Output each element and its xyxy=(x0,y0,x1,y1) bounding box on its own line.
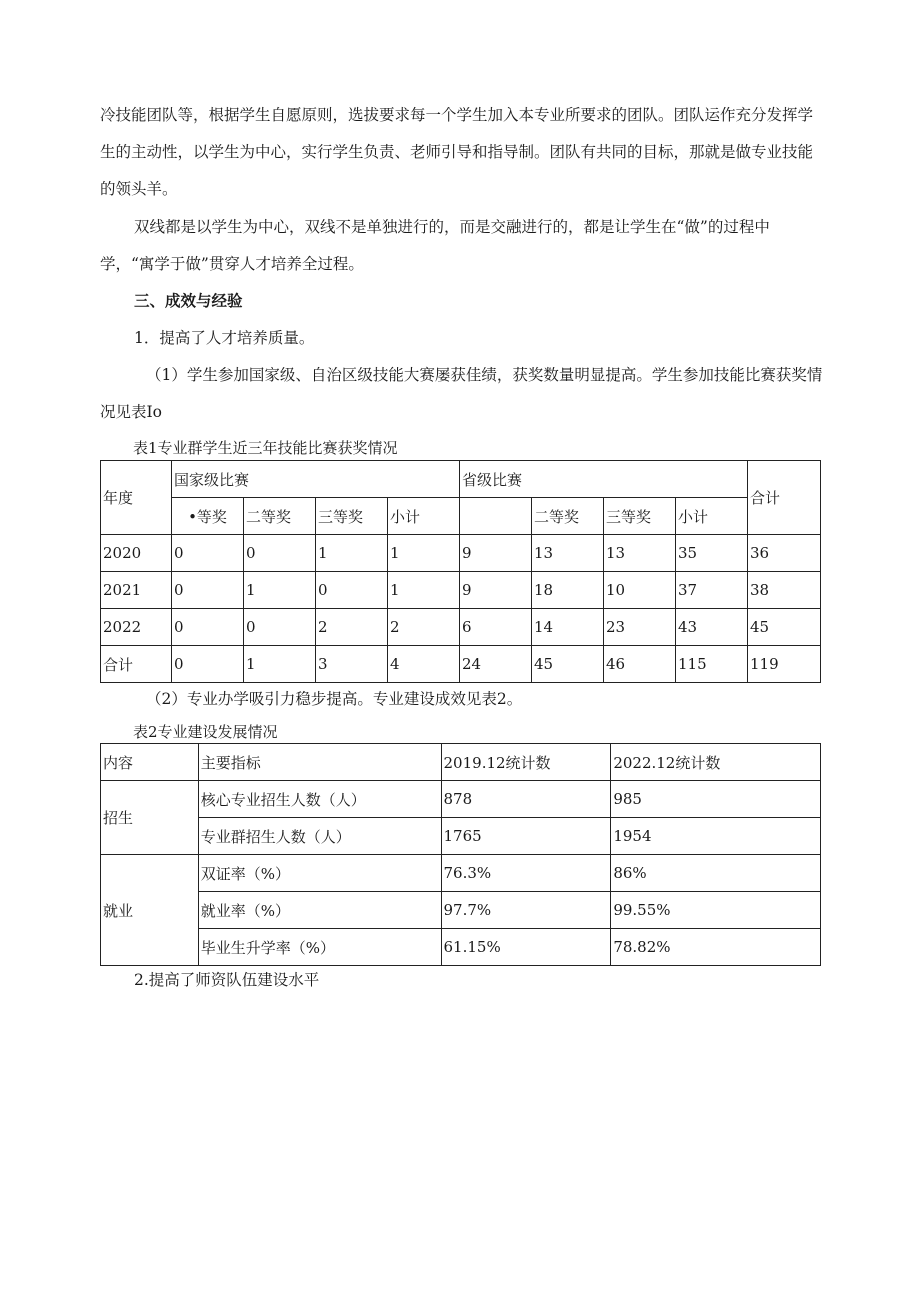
provincial-second-prize: 二等奖 xyxy=(532,498,604,535)
header-provincial: 省级比赛 xyxy=(460,461,748,498)
table-cell: 35 xyxy=(676,535,748,572)
table-cell: 2020 xyxy=(101,535,172,572)
provincial-third-prize: 三等奖 xyxy=(604,498,676,535)
table-cell: 合计 xyxy=(101,646,172,683)
paragraph-teams: 冷技能团队等，根据学生自愿原则，选拔要求每一个学生加入本专业所要求的团队。团队运作充分发挥学生的主动性，以学生为中心，实行学生负责、老师引导和指导制。团队有共同的目标，那就是做专业技能的领头羊。 xyxy=(100,106,814,198)
national-first-prize: •等奖 xyxy=(172,498,244,535)
table-row xyxy=(101,609,821,646)
table-cell: 18 xyxy=(532,572,604,609)
table-cell: 45 xyxy=(748,609,821,646)
table-cell: 14 xyxy=(532,609,604,646)
table-cell: 0 xyxy=(172,609,244,646)
table-row xyxy=(101,646,821,683)
table-cell: 4 xyxy=(388,646,460,683)
table-row xyxy=(101,535,821,572)
table-cell: 2022 xyxy=(101,609,172,646)
competition-awards-table xyxy=(100,460,821,683)
table-cell: 1 xyxy=(316,535,388,572)
paragraph-dual-track: 双线都是以学生为中心，双线不是单独进行的，而是交融进行的，都是让学生在“做”的过程中学，“寓学于做”贯穿人才培养全过程。 xyxy=(100,218,770,273)
table-cell: 0 xyxy=(172,535,244,572)
table-cell: 核心专业招生人数（人） xyxy=(198,781,441,818)
provincial-first-prize xyxy=(460,498,532,535)
table-cell: 37 xyxy=(676,572,748,609)
table-cell: 24 xyxy=(460,646,532,683)
table-cell: 38 xyxy=(748,572,821,609)
table-cell: 0 xyxy=(172,646,244,683)
table-cell: 2021 xyxy=(101,572,172,609)
national-third-prize: 三等奖 xyxy=(316,498,388,535)
table-cell: 3 xyxy=(316,646,388,683)
table-cell: 9 xyxy=(460,535,532,572)
table1-caption: 表1专业群学生近三年技能比赛获奖情况 xyxy=(133,439,398,457)
table-cell: 115 xyxy=(676,646,748,683)
table-cell: 2 xyxy=(316,609,388,646)
table-cell: 1 xyxy=(388,572,460,609)
table-cell: 9 xyxy=(460,572,532,609)
table-row xyxy=(101,818,821,855)
item-competitions: （1）学生参加国家级、自治区级技能大赛屡获佳绩，获奖数量明显提高。学生参加技能比赛获奖情况见表Io xyxy=(100,366,823,421)
table-cell: 878 xyxy=(441,781,611,818)
table-cell: 23 xyxy=(604,609,676,646)
program-development-table xyxy=(100,743,821,966)
table-cell: 45 xyxy=(532,646,604,683)
provincial-subtotal: 小计 xyxy=(676,498,748,535)
table-cell: 双证率（%） xyxy=(198,855,441,892)
header-year: 年度 xyxy=(101,461,172,535)
table-cell: 6 xyxy=(460,609,532,646)
table-cell: 119 xyxy=(748,646,821,683)
table-cell: 76.3% xyxy=(441,855,611,892)
table-cell: 10 xyxy=(604,572,676,609)
table-cell: 就业率（%） xyxy=(198,892,441,929)
header-content: 内容 xyxy=(101,744,199,781)
table-cell: 0 xyxy=(316,572,388,609)
header-national: 国家级比赛 xyxy=(172,461,460,498)
table-cell: 86% xyxy=(611,855,821,892)
table-cell: 2 xyxy=(388,609,460,646)
table-cell: 13 xyxy=(532,535,604,572)
table-row xyxy=(101,855,821,892)
table-cell: 1 xyxy=(244,572,316,609)
table-cell: 1 xyxy=(244,646,316,683)
table-cell: 1954 xyxy=(611,818,821,855)
section-heading-results: 三、成效与经验 xyxy=(134,292,243,310)
table-row xyxy=(101,929,821,966)
item-attractiveness: （2）专业办学吸引力稳步提高。专业建设成效见表2。 xyxy=(146,690,523,708)
table-cell: 78.82% xyxy=(611,929,821,966)
table-cell: 1 xyxy=(388,535,460,572)
group-employment: 就业 xyxy=(101,855,199,966)
header-2022: 2022.12统计数 xyxy=(611,744,821,781)
national-subtotal: 小计 xyxy=(388,498,460,535)
table-cell: 43 xyxy=(676,609,748,646)
table-subheader-row xyxy=(101,498,821,535)
table-cell: 985 xyxy=(611,781,821,818)
table-cell: 61.15% xyxy=(441,929,611,966)
table-cell: 46 xyxy=(604,646,676,683)
table-row xyxy=(101,572,821,609)
national-second-prize: 二等奖 xyxy=(244,498,316,535)
item-quality: 1．提高了人才培养质量。 xyxy=(134,329,315,347)
table-cell: 13 xyxy=(604,535,676,572)
header-indicator: 主要指标 xyxy=(198,744,441,781)
header-2019: 2019.12统计数 xyxy=(441,744,611,781)
group-enrollment: 招生 xyxy=(101,781,199,855)
table-row xyxy=(101,892,821,929)
table-cell: 1765 xyxy=(441,818,611,855)
table-cell: 99.55% xyxy=(611,892,821,929)
header-total: 合计 xyxy=(748,461,821,535)
table2-caption: 表2专业建设发展情况 xyxy=(133,723,278,741)
table-cell: 毕业生升学率（%） xyxy=(198,929,441,966)
table-cell: 0 xyxy=(244,609,316,646)
table-cell: 0 xyxy=(172,572,244,609)
table-cell: 36 xyxy=(748,535,821,572)
table-cell: 0 xyxy=(244,535,316,572)
table-header-row xyxy=(101,461,821,498)
item-faculty: 2.提高了师资队伍建设水平 xyxy=(134,971,320,989)
table-cell: 97.7% xyxy=(441,892,611,929)
table-header-row xyxy=(101,744,821,781)
table-cell: 专业群招生人数（人） xyxy=(198,818,441,855)
table-row xyxy=(101,781,821,818)
